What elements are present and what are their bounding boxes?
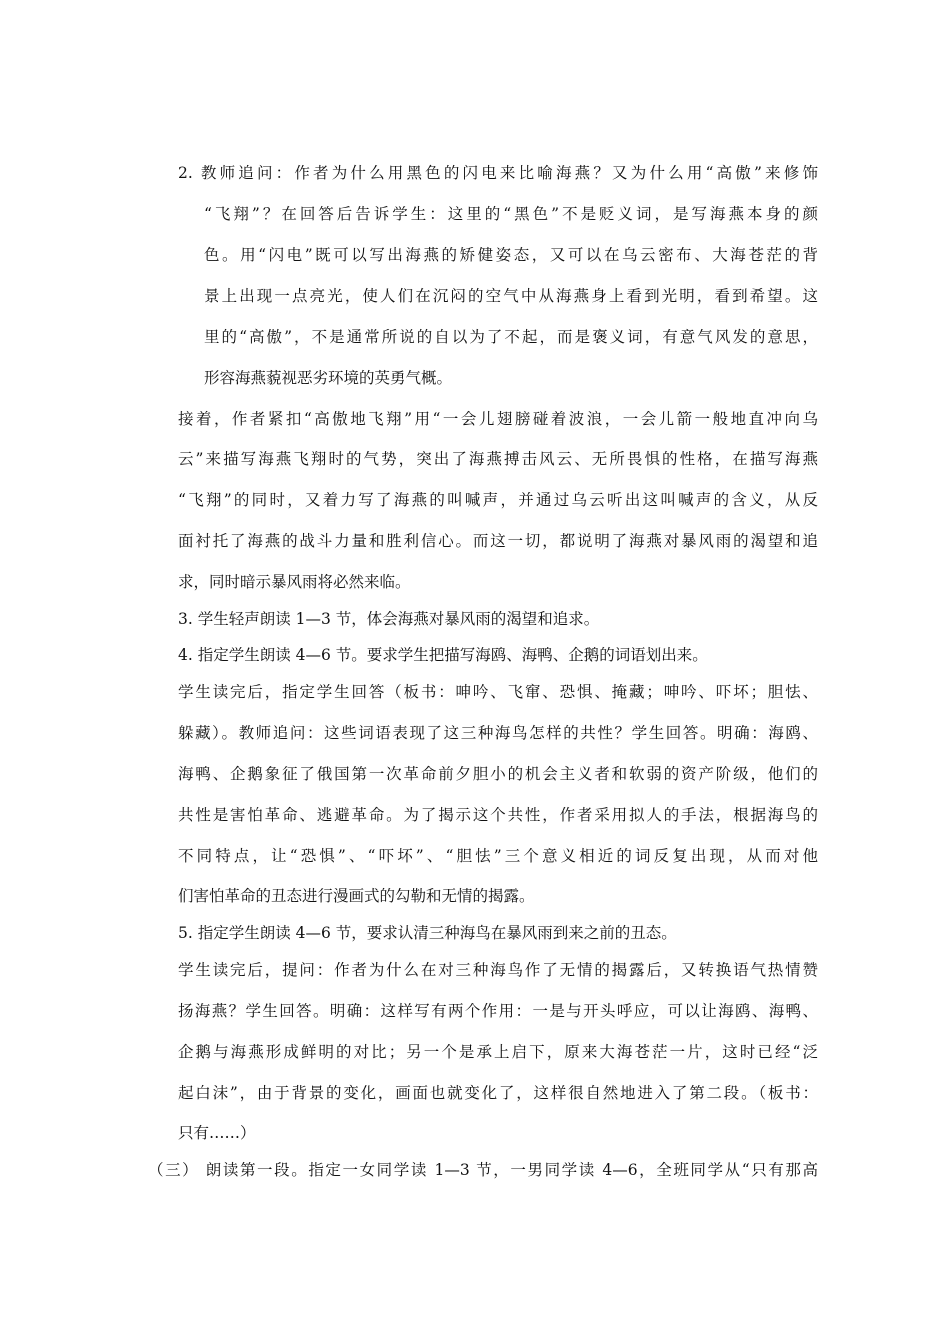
text-line: 只有……） <box>178 1124 256 1142</box>
text-line: 躲藏）。教师追问：这些词语表现了这三种海鸟怎样的共性？学生回答。明确：海鸥、 <box>178 724 818 742</box>
text-line: 不同特点，让“恐惧”、“吓坏”、“胆怯”三个意义相近的词反复出现，从而对他 <box>178 847 818 865</box>
text-line: 求，同时暗示暴风雨将必然来临。 <box>178 573 411 591</box>
text-line: 学生读完后，提问：作者为什么在对三种海鸟作了无情的揭露后，又转换语气热情赞 <box>178 961 818 979</box>
text-line: 面衬托了海燕的战斗力量和胜利信心。而这一切，都说明了海燕对暴风雨的渴望和追 <box>178 532 818 550</box>
text-line: “飞翔”的同时，又着力写了海燕的叫喊声，并通过乌云听出这叫喊声的含义，从反 <box>178 491 818 509</box>
text-line: 们害怕革命的丑态进行漫画式的勾勒和无情的揭露。 <box>178 887 535 905</box>
text-line: 景上出现一点亮光，使人们在沉闷的空气中从海燕身上看到光明，看到希望。这 <box>204 287 818 305</box>
text-line: 共性是害怕革命、逃避革命。为了揭示这个共性，作者采用拟人的手法，根据海鸟的 <box>178 806 818 824</box>
text-line: 3. 学生轻声朗读 1—3 节，体会海燕对暴风雨的渴望和追求。 <box>178 610 600 628</box>
text-line: 4. 指定学生朗读 4—6 节。要求学生把描写海鸥、海鸭、企鹅的词语划出来。 <box>178 646 708 664</box>
text-line: 学生读完后，指定学生回答（板书：呻吟、飞窜、恐惧、掩藏；呻吟、吓坏；胆怯、 <box>178 683 818 701</box>
text-line: 企鹅与海燕形成鲜明的对比；另一个是承上启下，原来大海苍茫一片，这时已经“泛 <box>178 1043 818 1061</box>
text-line: 海鸭、企鹅象征了俄国第一次革命前夕胆小的机会主义者和软弱的资产阶级，他们的 <box>178 765 818 783</box>
text-line: 云”来描写海燕飞翔时的气势，突出了海燕搏击风云、无所畏惧的性格，在描写海燕 <box>178 450 818 468</box>
text-line: （三） 朗读第一段。指定一女同学读 1—3 节，一男同学读 4—6，全班同学从“只有那高 <box>148 1161 818 1179</box>
text-line: 2. 教师追问：作者为什么用黑色的闪电来比喻海燕？又为什么用“高傲”来修饰 <box>178 164 818 182</box>
text-line: 接着，作者紧扣“高傲地飞翔”用“一会儿翅膀碰着波浪，一会儿箭一般地直冲向乌 <box>178 410 818 428</box>
text-line: 起白沫”，由于背景的变化，画面也就变化了，这样很自然地进入了第二段。（板书： <box>178 1084 818 1102</box>
text-line: 扬海燕？学生回答。明确：这样写有两个作用：一是与开头呼应，可以让海鸥、海鸭、 <box>178 1002 818 1020</box>
text-line: 里的“高傲”，不是通常所说的自以为了不起，而是褒义词，有意气风发的意思， <box>204 328 818 346</box>
text-line: 色。用“闪电”既可以写出海燕的矫健姿态，又可以在乌云密布、大海苍茫的背 <box>204 246 818 264</box>
text-line: 5. 指定学生朗读 4—6 节，要求认清三种海鸟在暴风雨到来之前的丑态。 <box>178 924 677 942</box>
text-line: 形容海燕藐视恶劣环境的英勇气概。 <box>204 369 453 387</box>
text-line: “飞翔”？在回答后告诉学生：这里的“黑色”不是贬义词，是写海燕本身的颜 <box>204 205 818 223</box>
